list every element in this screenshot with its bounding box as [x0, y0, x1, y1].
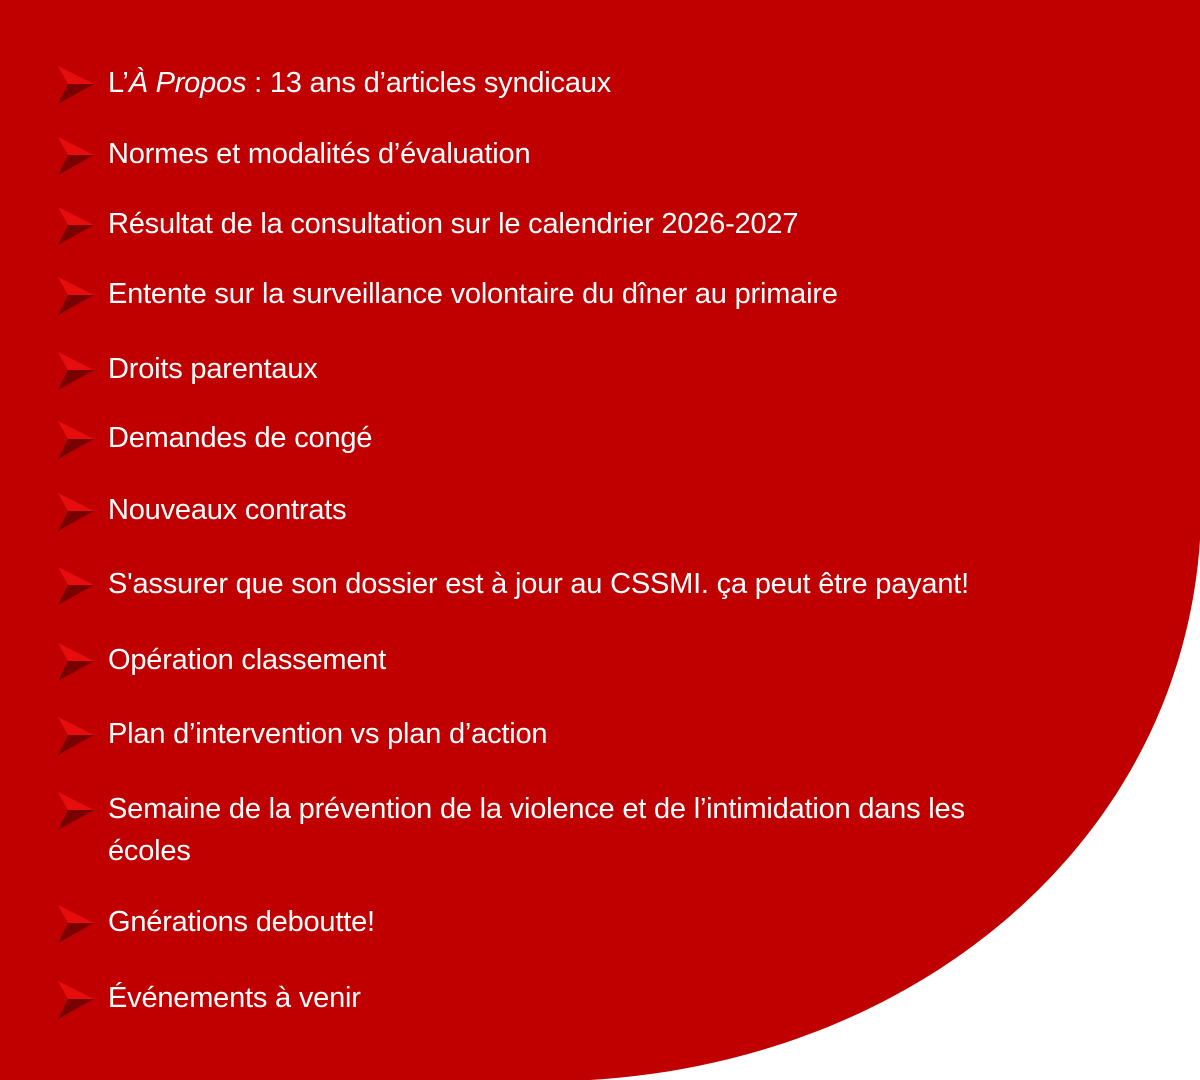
toc-item[interactable] — [56, 788, 1046, 872]
toc-item[interactable] — [56, 203, 1046, 245]
red-arrow-bullet-icon — [56, 903, 96, 943]
red-arrow-bullet-icon — [56, 491, 96, 531]
red-arrow-bullet-icon — [56, 790, 96, 830]
red-arrow-bullet-icon — [56, 715, 96, 755]
toc-item[interactable] — [56, 901, 1046, 943]
red-arrow-bullet-icon — [56, 350, 96, 390]
toc-item-label: Opération classement — [108, 644, 387, 676]
red-arrow-bullet-icon — [56, 64, 96, 104]
red-arrow-bullet-icon — [56, 641, 96, 681]
toc-item[interactable] — [56, 133, 1046, 175]
toc-item[interactable] — [56, 62, 1046, 104]
toc-item[interactable] — [56, 563, 1046, 605]
red-arrow-bullet-icon — [56, 135, 96, 175]
publication-name: À Propos — [128, 67, 247, 99]
toc-item-suffix: : 13 ans d’articles syndicaux — [246, 67, 612, 99]
toc-item-prefix: L’ — [108, 67, 129, 99]
toc-item-label: Semaine de la prévention de la violence et de l’intimidation dans les écoles — [108, 793, 965, 867]
red-arrow-bullet-icon — [56, 275, 96, 315]
toc-item[interactable] — [56, 713, 1046, 755]
toc-item-label: S'assurer que son dossier est à jour au CSSMI. ça peut être payant! — [108, 568, 969, 600]
toc-item-label: Résultat de la consultation sur le calendrier 2026-2027 — [108, 208, 799, 240]
toc-item[interactable] — [56, 417, 1046, 459]
toc-item[interactable] — [56, 977, 1046, 1019]
toc-item-label: Nouveaux contrats — [108, 494, 347, 526]
toc-item-label: Entente sur la surveillance volontaire du dîner au primaire — [108, 278, 838, 310]
red-arrow-bullet-icon — [56, 205, 96, 245]
toc-item[interactable] — [56, 639, 1046, 681]
toc-item[interactable] — [56, 489, 1046, 531]
toc-item-label: Événements à venir — [108, 982, 361, 1014]
toc-item-label — [108, 62, 611, 104]
red-arrow-bullet-icon — [56, 419, 96, 459]
toc-item-label: Droits parentaux — [108, 353, 318, 385]
toc-item-label: Normes et modalités d’évaluation — [108, 138, 531, 170]
toc-item-label: Plan d’intervention vs plan d’action — [108, 718, 548, 750]
toc-item-label: Demandes de congé — [108, 422, 373, 454]
red-arrow-bullet-icon — [56, 565, 96, 605]
toc-item-label: Gnérations deboutte! — [108, 906, 375, 938]
toc-item[interactable] — [56, 273, 1046, 315]
toc-item[interactable] — [56, 348, 1046, 390]
red-arrow-bullet-icon — [56, 979, 96, 1019]
